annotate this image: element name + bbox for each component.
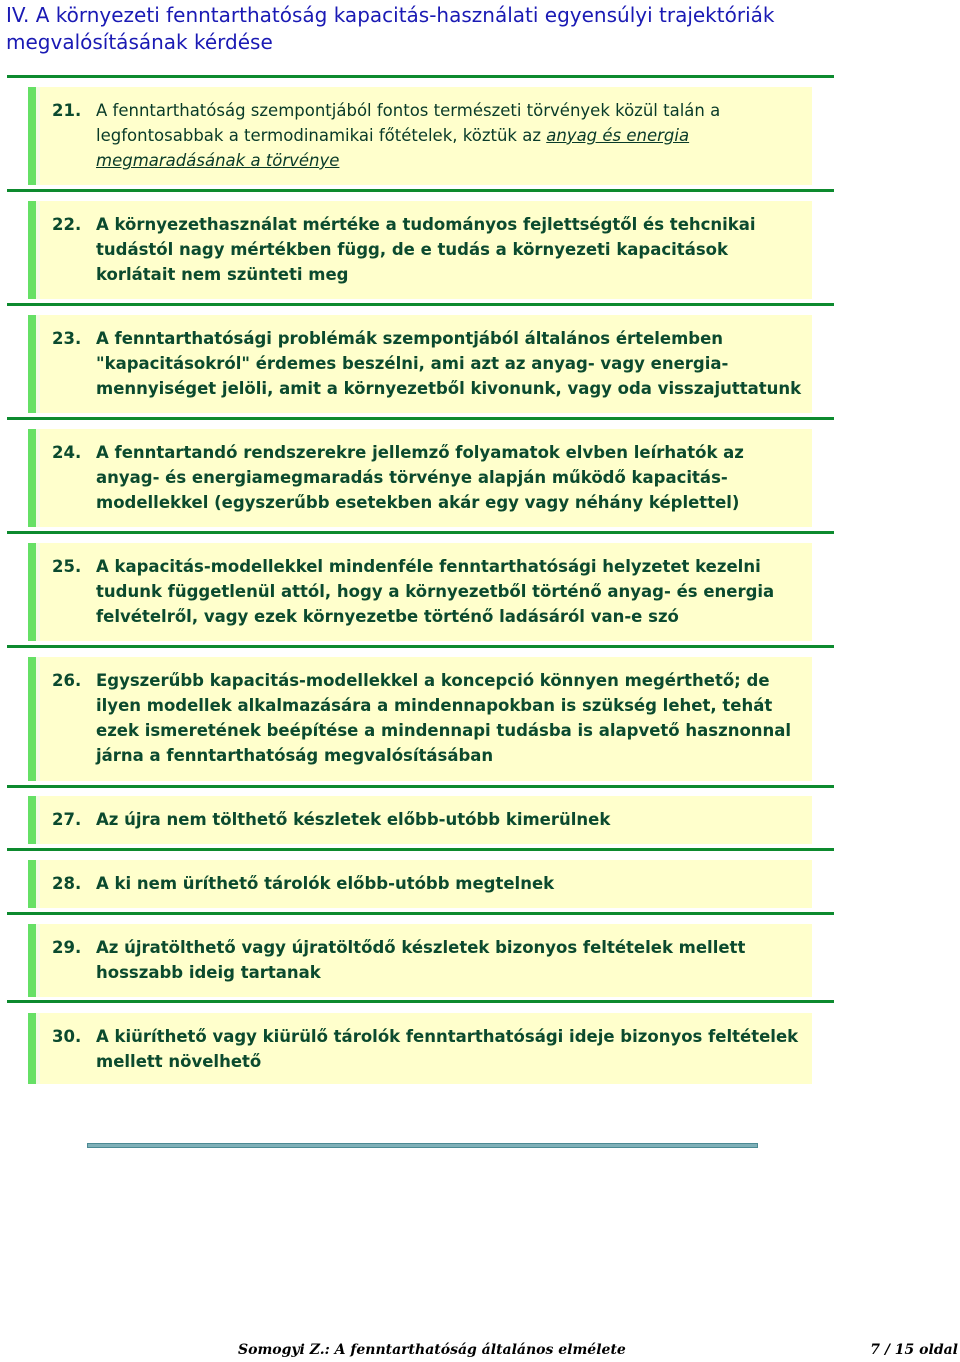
item-accent-bar [28, 201, 36, 299]
divider [7, 417, 834, 420]
section-end-bar [87, 1143, 758, 1148]
item-number: 23. [52, 329, 82, 348]
item-accent-bar [28, 315, 36, 413]
item-number: 30. [52, 1027, 82, 1046]
statement-item-30 [28, 1013, 812, 1084]
item-number: 29. [52, 938, 82, 957]
divider [7, 848, 834, 851]
item-accent-gap [36, 429, 40, 527]
item-accent-bar [28, 924, 36, 997]
item-accent-gap [36, 657, 40, 781]
item-accent-bar [28, 1013, 36, 1084]
statement-item-25 [28, 543, 812, 641]
statement-item-24 [28, 429, 812, 527]
item-number: 27. [52, 810, 82, 829]
item-text: A ki nem üríthető tárolók előbb-utóbb megtelnek [96, 874, 555, 893]
divider [7, 912, 834, 915]
item-accent-gap [36, 201, 40, 299]
item-accent-bar [28, 87, 36, 185]
statement-item-23 [28, 315, 812, 413]
item-number: 22. [52, 215, 82, 234]
footer-page-number: 7 / 15 oldal [870, 1342, 958, 1358]
statement-item-27 [28, 796, 812, 844]
divider [7, 785, 834, 788]
item-accent-bar [28, 429, 36, 527]
item-accent-bar [28, 657, 36, 781]
item-accent-bar [28, 543, 36, 641]
item-number: 24. [52, 443, 82, 462]
item-text: Az újratölthető vagy újratöltődő készletek bizonyos feltételek mellett hosszabb ideig tartanak [96, 938, 746, 982]
statement-item-28 [28, 860, 812, 908]
item-accent-gap [36, 315, 40, 413]
page-title-line-2: megvalósításának kérdése [6, 30, 273, 54]
divider [7, 189, 834, 192]
item-accent-gap [36, 87, 40, 185]
item-accent-bar [28, 796, 36, 844]
item-text-start: A fenntarthatóság szempontjából fontos természeti törvények közül talán a legfontosabbak a termodinamikai főtételek, köztük az [96, 101, 721, 145]
item-accent-gap [36, 543, 40, 641]
item-text: A fenntarthatósági problémák szempontjából általános értelemben "kapacitásokról" érdemes beszélni, ami azt az anyag- vagy energia-mennyiséget jelöli, amit a környezetből kivonunk, vagy oda visszajuttatunk [96, 329, 802, 398]
item-accent-gap [36, 924, 40, 997]
item-accent-gap [36, 860, 40, 908]
item-text [96, 98, 808, 173]
footer-author-title: Somogyi Z.: A fenntarthatóság általános elmélete [238, 1342, 626, 1358]
statement-item-29 [28, 924, 812, 997]
item-accent-gap [36, 796, 40, 844]
item-text: A fenntartandó rendszerekre jellemző folyamatok elvben leírhatók az anyag- és energiamegmaradás törvénye alapján működő kapacitás-modellekkel (egyszerűbb esetekben akár egy vagy néhány képlettel) [96, 443, 744, 512]
divider [7, 75, 834, 78]
divider [7, 1000, 834, 1003]
item-accent-bar [28, 860, 36, 908]
item-number: 21. [52, 101, 82, 120]
divider [7, 303, 834, 306]
statement-item-26 [28, 657, 812, 781]
statement-item-21 [28, 87, 812, 185]
item-text: A kapacitás-modellekkel mindenféle fenntarthatósági helyzetet kezelni tudunk függetlenül attól, hogy a környezetből történő anyag- és energia felvételről, vagy ezek környezetbe történő ladásáról van-e szó [96, 557, 775, 626]
statement-item-22 [28, 201, 812, 299]
divider [7, 531, 834, 534]
divider [7, 645, 834, 648]
item-number: 28. [52, 874, 82, 893]
item-text-emphasis: anyag és energia megmaradásának a törvénye [96, 126, 690, 170]
item-number: 25. [52, 557, 82, 576]
page-title-line-1: IV. A környezeti fenntarthatóság kapacitás-használati egyensúlyi trajektóriák [6, 3, 775, 27]
item-text: Az újra nem tölthető készletek előbb-utóbb kimerülnek [96, 810, 611, 829]
item-text: Egyszerűbb kapacitás-modellekkel a koncepció könnyen megérthető; de ilyen modellek alkalmazására a mindennapokban is szükség lehet, tehát ezek ismeretének beépítése a mindennapi tudásba is alapvető hasznonnal járna a fenntarthatóság megvalósításában [96, 671, 792, 765]
item-text: A környezethasználat mértéke a tudományos fejlettségtől és tehcnikai tudástól nagy mértékben függ, de e tudás a környezeti kapacitások korlátait nem szünteti meg [96, 215, 756, 284]
item-text: A kiüríthető vagy kiürülő tárolók fenntarthatósági ideje bizonyos feltételek mellett növelhető [96, 1027, 799, 1071]
item-number: 26. [52, 671, 82, 690]
item-accent-gap [36, 1013, 40, 1084]
